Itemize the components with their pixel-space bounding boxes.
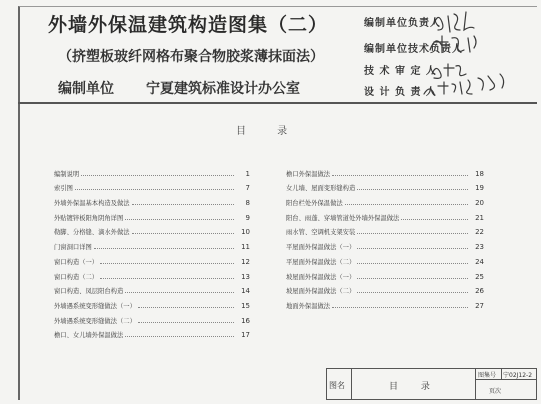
toc-leader [125, 336, 234, 337]
toc-leader [345, 204, 468, 205]
toc-page: 24 [475, 257, 484, 266]
role-unit-head: 编制单位负责人 [364, 18, 441, 29]
toc-item [286, 295, 484, 310]
toc-leader [401, 219, 468, 220]
page-number-label: 页次 [489, 388, 502, 395]
toc-leader [94, 248, 234, 249]
toc-item [286, 178, 484, 193]
toc-page: 12 [241, 257, 250, 266]
title-block-divider [351, 369, 352, 399]
toc-title: 阳台、雨蓬、穿墙管道处外墙外保温做法 [286, 214, 400, 222]
drawing-name: 目 录 [389, 382, 440, 392]
toc-title: 外墙遇系统变形缝做法（二） [54, 317, 136, 325]
toc-title: 平屋面外保温做法（一） [286, 244, 356, 252]
toc-page: 19 [475, 184, 484, 193]
toc-title: 檐口外保温做法 [286, 170, 331, 178]
toc-item [54, 207, 250, 222]
toc-left-column [54, 163, 250, 339]
toc-item [54, 325, 250, 340]
toc-item [286, 163, 484, 178]
toc-title: 雨水管、空调机支架安装 [286, 229, 356, 237]
toc-item [54, 295, 250, 310]
toc-page: 22 [475, 228, 484, 237]
toc-item [54, 163, 250, 178]
handwritten-signatures [420, 4, 538, 104]
role-design-lead: 设 计 负 责 人 [364, 87, 437, 98]
toc-item [286, 251, 484, 266]
role-tech-head: 编制单位技术负责人 [364, 44, 463, 55]
toc-leader [81, 175, 234, 176]
toc-leader [100, 278, 234, 279]
toc-page: 20 [475, 199, 484, 208]
toc-title: 门窗洞口详图 [54, 244, 92, 252]
toc-item [54, 178, 250, 193]
signature-2 [430, 36, 476, 52]
toc-leader [125, 292, 234, 293]
toc-leader [132, 204, 234, 205]
signature-3 [432, 64, 466, 78]
toc-item [54, 236, 250, 251]
toc-item [286, 236, 484, 251]
toc-right-column [286, 163, 484, 310]
toc-leader [125, 219, 234, 220]
toc-page: 23 [475, 243, 484, 252]
toc-leader [357, 189, 468, 190]
toc-leader [357, 233, 468, 234]
toc-leader [357, 248, 468, 249]
toc-page: 21 [475, 213, 484, 222]
toc-title: 阳台栏处外保温做法 [286, 200, 343, 208]
toc-title: 外墙外保温基本构造及做法 [54, 200, 130, 208]
toc-page: 14 [241, 287, 250, 296]
toc-leader [138, 307, 234, 308]
toc-leader [332, 307, 468, 308]
toc-item [286, 207, 484, 222]
toc-page: 25 [475, 272, 484, 281]
toc-page: 10 [241, 228, 250, 237]
toc-item [54, 222, 250, 237]
toc-title: 索引图 [54, 185, 73, 193]
toc-title: 女儿墙、屋面变形缝构造 [286, 185, 356, 193]
title-block-divider [475, 379, 537, 380]
toc-page: 9 [245, 213, 250, 222]
toc-page: 8 [245, 199, 250, 208]
toc-page: 18 [475, 169, 484, 178]
toc-title: 编制说明 [54, 170, 80, 178]
role-technical-reviewer: 技 术 审 定 人 [364, 66, 437, 77]
toc-title: 窗口构造（二） [54, 273, 99, 281]
title-block-divider [501, 369, 502, 379]
page-title: 外墙外保温建筑构造图集（二） [48, 14, 329, 36]
toc-item [286, 281, 484, 296]
toc-leader [357, 263, 468, 264]
toc-title: 坡屋面外保温做法（二） [286, 288, 356, 296]
toc-page: 11 [241, 243, 250, 252]
toc-title: 窗口构造（一） [54, 258, 99, 266]
page-subtitle: （挤塑板玻纤网格布聚合物胶浆薄抹面法） [58, 49, 324, 65]
toc-page: 27 [475, 301, 484, 310]
compiler-label: 编制单位 [58, 81, 114, 97]
toc-item [54, 266, 250, 281]
toc-title: 外贴镀锌板阳角阴角详图 [54, 214, 124, 222]
signature-4 [424, 74, 504, 94]
toc-leader [138, 322, 234, 323]
toc-item [54, 310, 250, 325]
atlas-number: 宁02J12-2 [503, 372, 533, 379]
toc-page: 26 [475, 287, 484, 296]
toc-item [54, 251, 250, 266]
toc-item [286, 192, 484, 207]
toc-item [286, 266, 484, 281]
toc-page: 7 [245, 184, 250, 193]
signature-1 [434, 12, 474, 32]
toc-page: 13 [241, 272, 250, 281]
title-block [326, 368, 537, 400]
toc-leader [357, 292, 468, 293]
toc-leader [132, 233, 234, 234]
toc-title: 檐口、女儿墙外保温做法 [54, 332, 124, 340]
atlas-number-label: 图集号 [478, 372, 497, 379]
toc-title: 外墙遇系统变形缝做法（一） [54, 302, 136, 310]
toc-title: 坡屋面外保温做法（一） [286, 273, 356, 281]
toc-page: 16 [241, 316, 250, 325]
toc-leader [100, 263, 234, 264]
toc-leader [357, 278, 468, 279]
toc-item [286, 222, 484, 237]
title-block-divider [475, 369, 476, 399]
toc-heading: 目 录 [236, 126, 302, 137]
toc-leader [75, 189, 234, 190]
toc-title: 勒脚、分格缝、滴水外做法 [54, 229, 130, 237]
toc-item [54, 192, 250, 207]
toc-item [54, 281, 250, 296]
toc-title: 窗口构造、凤层阳台构造 [54, 288, 124, 296]
toc-title: 地面外保温做法 [286, 302, 331, 310]
drawing-name-label: 图名 [329, 381, 345, 390]
toc-page: 15 [241, 301, 250, 310]
toc-leader [332, 175, 468, 176]
compiler-value: 宁夏建筑标准设计办公室 [146, 81, 300, 97]
toc-title: 平屋面外保温做法（二） [286, 258, 356, 266]
toc-page: 17 [241, 331, 250, 340]
toc-page: 1 [245, 169, 250, 178]
